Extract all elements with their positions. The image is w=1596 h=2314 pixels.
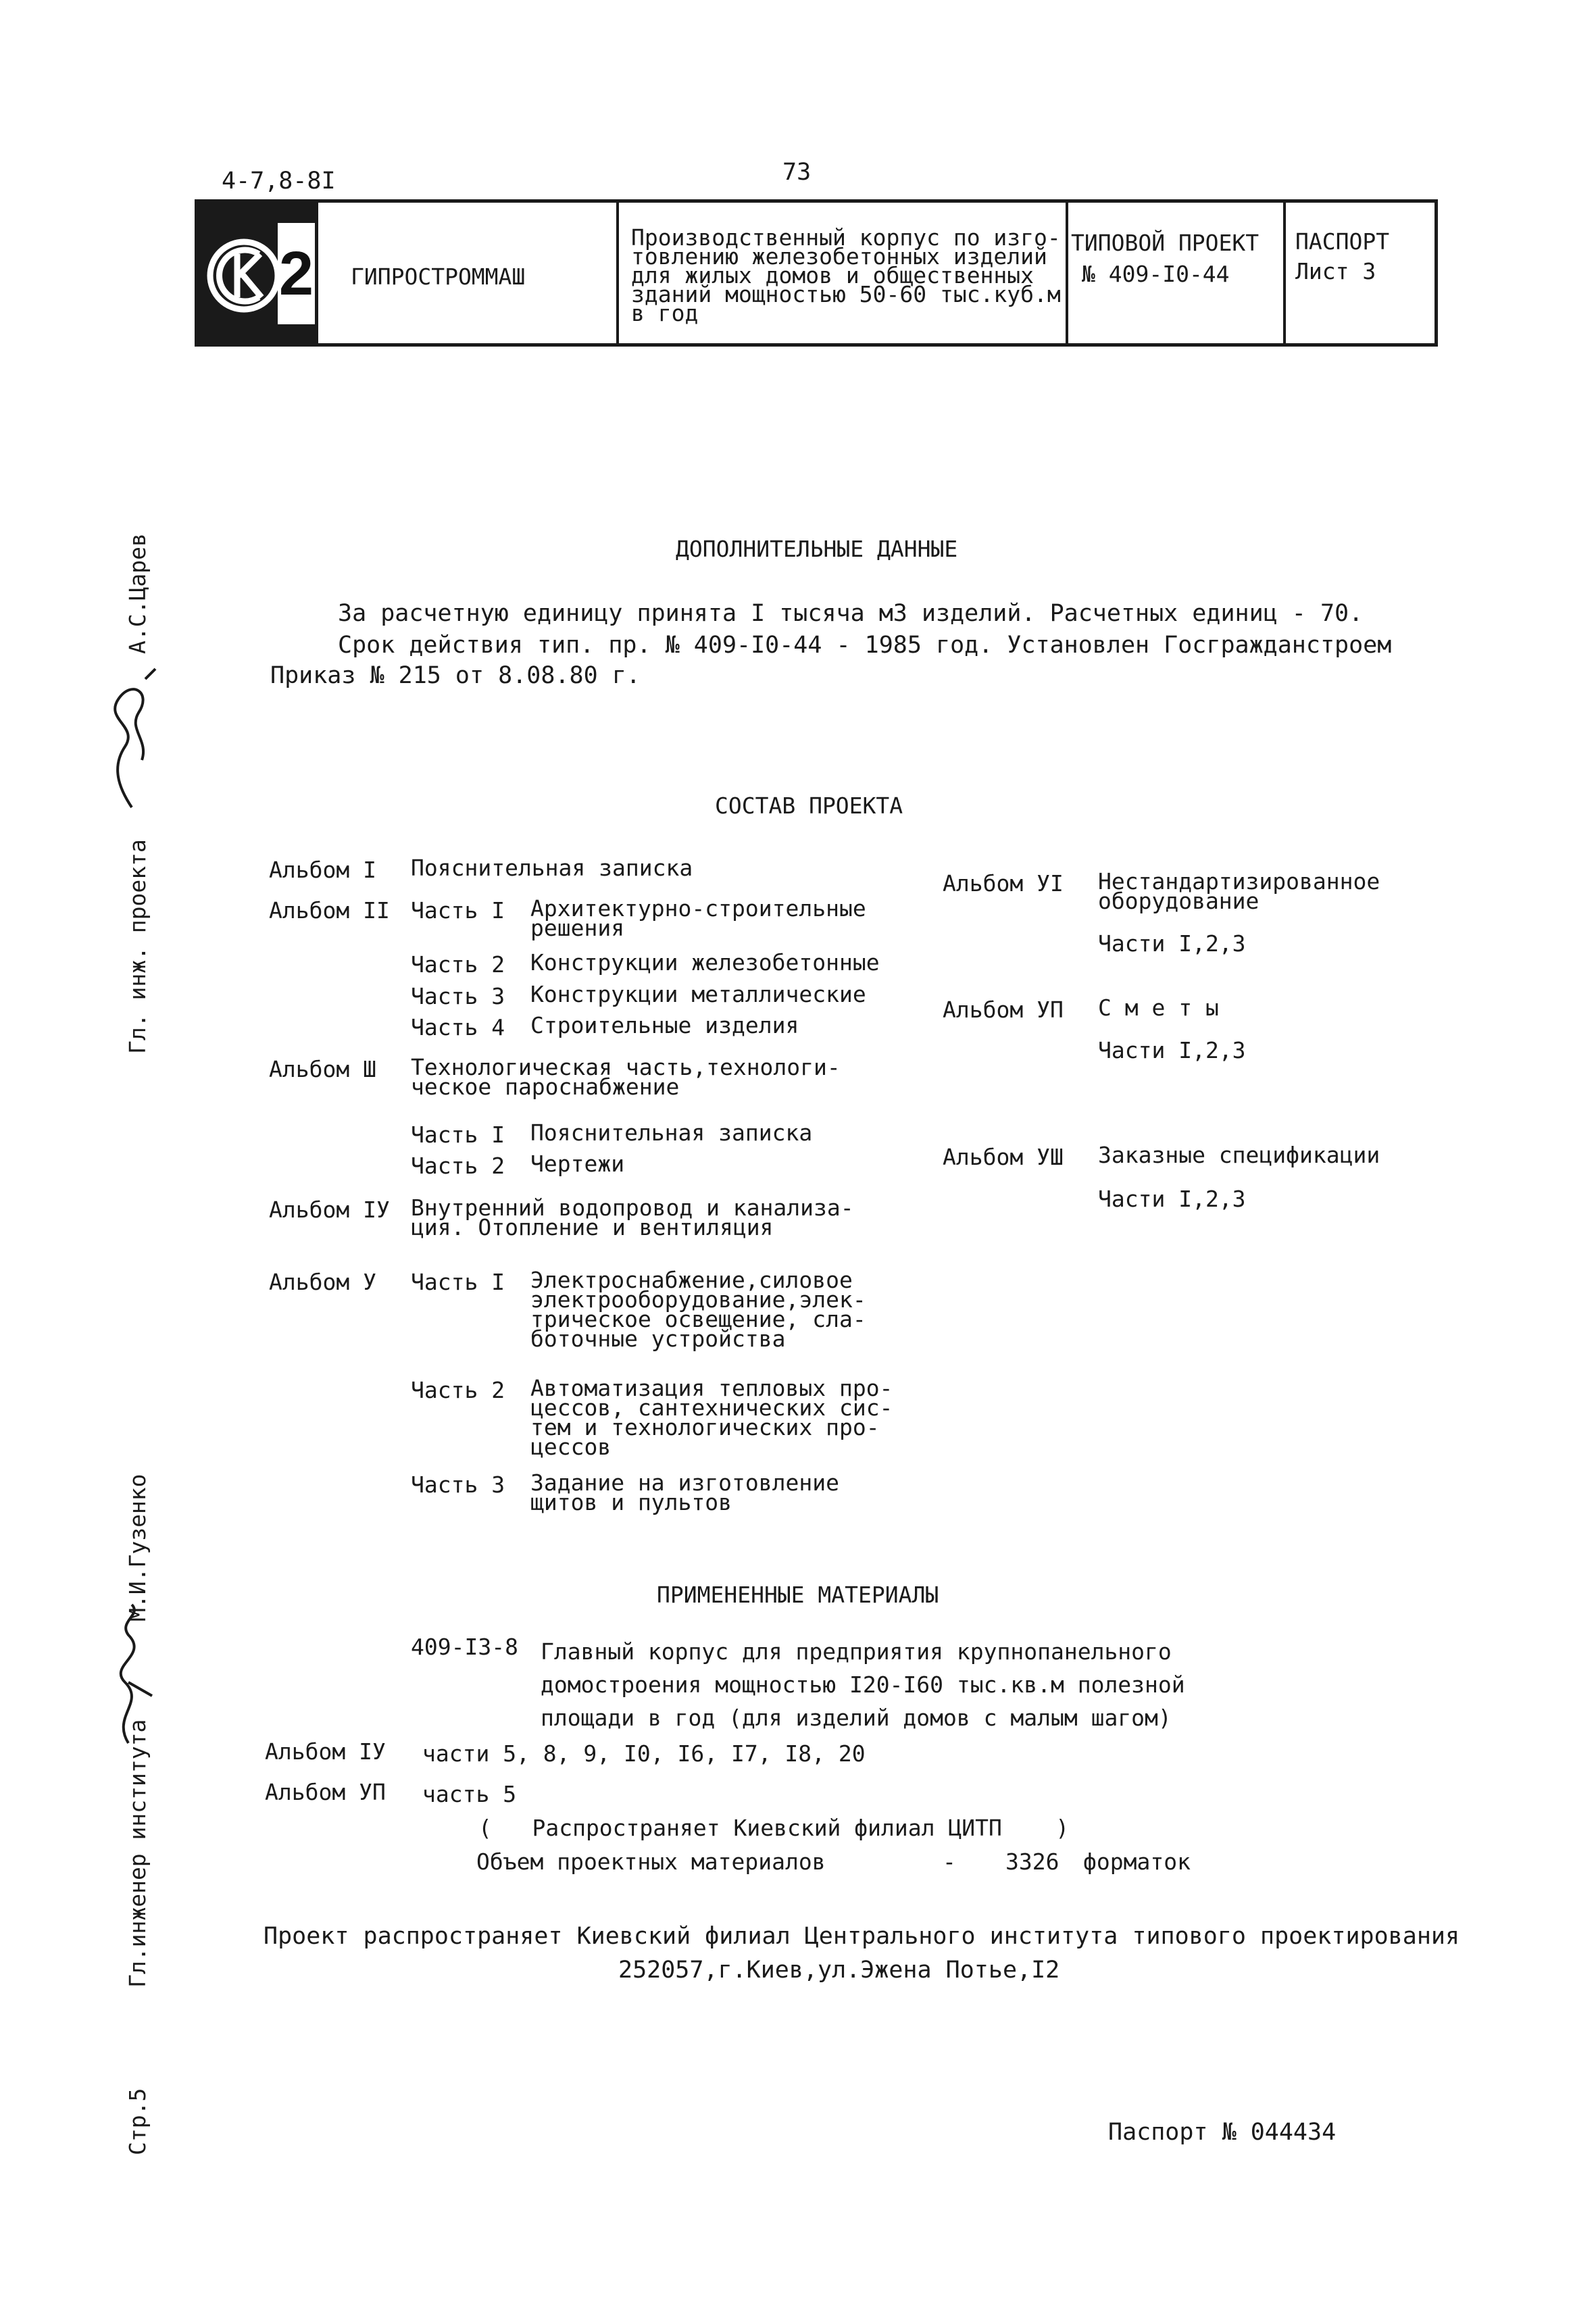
section-title: Технологическая часть,технологи- ческое пароснабжение xyxy=(411,1054,841,1100)
materials-row-parts: часть 5 xyxy=(422,1781,517,1807)
footer-address: 252057,г.Киев,ул.Эжена Потье,I2 xyxy=(618,1957,1060,1984)
passport-label: ПАСПОРТ xyxy=(1295,228,1390,255)
part-label: Часть 2 xyxy=(411,951,505,978)
materials-heading: ПРИМЕНЕННЫЕ МАТЕРИАЛЫ xyxy=(657,1582,939,1608)
additional-line-1: За расчетную единицу принята I тысяча м3 изделий. Расчетных единиц - 70. xyxy=(338,600,1364,627)
album-label: Альбом У xyxy=(269,1269,376,1295)
ck-emblem-icon xyxy=(206,238,282,313)
album-label: Альбом I xyxy=(269,857,376,883)
footer-distributor: Проект распространяет Киевский филиал Центрального института типового проектирования xyxy=(264,1923,1460,1950)
part-label: Часть I xyxy=(411,1269,505,1295)
margin-author-bottom: М.И.Гузенко xyxy=(124,1474,151,1621)
section-title: Части I,2,3 xyxy=(1098,930,1246,957)
project-title-line: для жилых домов и общественных xyxy=(631,262,1034,288)
materials-row-parts: части 5, 8, 9, I0, I6, I7, I8, 20 xyxy=(422,1740,866,1767)
section-title: Пояснительная записка xyxy=(530,1120,813,1146)
album-label: Альбом Ш xyxy=(269,1056,376,1082)
project-title-line: товлению железобетонных изделий xyxy=(631,243,1047,270)
section-title: Пояснительная записка xyxy=(411,855,693,881)
materials-row-album: Альбом УП xyxy=(265,1779,386,1805)
title-block xyxy=(195,199,1438,347)
album-label: Альбом II xyxy=(269,897,390,924)
passport-number: Паспорт № 044434 xyxy=(1108,2119,1337,2146)
section-title: Автоматизация тепловых про- цессов, сантехнических сис- тем и технологических про- цессов xyxy=(530,1375,893,1460)
organization-name: ГИПРОСТРОММАШ xyxy=(351,263,526,290)
section-title: Задание на изготовление щитов и пультов xyxy=(530,1469,839,1515)
materials-description: Главный корпус для предприятия крупнопанельного домостроения мощностью I20-I60 тыс.кв.м полезной площади в год (для изделий домов с малым шагом) xyxy=(541,1638,1185,1731)
section-title: Чертежи xyxy=(530,1151,625,1177)
logo-number: 2 xyxy=(278,223,315,324)
section-title: С м е т ы xyxy=(1098,995,1219,1021)
logo-cell xyxy=(198,203,316,343)
doc-code: 4-7,8-8I xyxy=(222,168,336,195)
section-title: Нестандартизированное оборудование xyxy=(1098,868,1380,914)
organization-cell xyxy=(316,203,619,343)
part-label: Часть 2 xyxy=(411,1377,505,1403)
section-title: Электроснабжение,силовое электрооборудование,элек- трическое освещение, сла- боточные устройства xyxy=(530,1267,866,1352)
part-label: Часть 4 xyxy=(411,1014,505,1040)
volume-label: Объем проектных материалов xyxy=(476,1848,826,1875)
part-label: Часть 2 xyxy=(411,1153,505,1179)
additional-line-3: Приказ № 215 от 8.08.80 г. xyxy=(270,662,641,689)
album-label: Альбом IУ xyxy=(269,1197,390,1223)
section-title: Строительные изделия xyxy=(530,1012,799,1038)
section-title: Конструкции металлические xyxy=(530,981,866,1007)
project-label: ТИПОВОЙ ПРОЕКТ xyxy=(1071,230,1260,256)
signature-bottom xyxy=(91,1601,166,1750)
sheet-label: Лист 3 xyxy=(1295,258,1376,284)
materials-code: 409-I3-8 xyxy=(411,1634,518,1660)
margin-role-bottom: Гл.инженер института xyxy=(124,1719,151,1988)
part-label: Часть 3 xyxy=(411,983,505,1009)
section-title: Части I,2,3 xyxy=(1098,1186,1246,1212)
section-title: Заказные спецификации xyxy=(1098,1142,1380,1168)
project-number: № 409-I0-44 xyxy=(1082,261,1230,287)
additional-line-2: Срок действия тип. пр. № 409-I0-44 - 1985 год. Установлен Госгражданстроем xyxy=(338,632,1392,659)
signature-top xyxy=(91,665,166,821)
margin-page-label: Стр.5 xyxy=(124,2088,151,2155)
distributor-line: ( Распространяет Киевский филиал ЦИТП ) xyxy=(478,1815,1070,1841)
margin-role-top: Гл. инж. проекта xyxy=(124,839,151,1054)
additional-heading: ДОПОЛНИТЕЛЬНЫЕ ДАННЫЕ xyxy=(676,536,958,562)
project-title xyxy=(631,224,1061,326)
volume-unit: форматок xyxy=(1083,1848,1191,1875)
project-title-cell xyxy=(619,203,1068,343)
volume-dash: - xyxy=(943,1848,956,1875)
page-number: 73 xyxy=(782,159,812,186)
section-title: Архитектурно-строительные решения xyxy=(530,895,866,941)
album-label: Альбом УП xyxy=(943,997,1064,1023)
album-label: Альбом УI xyxy=(943,870,1064,897)
part-label: Часть I xyxy=(411,1122,505,1148)
project-title-line: зданий мощностью 50-60 тыс.куб.м xyxy=(631,281,1061,307)
volume-value: 3326 xyxy=(1005,1848,1059,1875)
project-number-cell xyxy=(1068,203,1286,343)
part-label: Часть I xyxy=(411,897,505,924)
album-label: Альбом УШ xyxy=(943,1144,1064,1170)
section-title: Внутренний водопровод и канализа- ция. Отопление и вентиляция xyxy=(411,1194,854,1240)
project-title-line: в год xyxy=(631,300,699,326)
passport-cell xyxy=(1286,203,1438,343)
section-title: Части I,2,3 xyxy=(1098,1037,1246,1063)
section-title: Конструкции железобетонные xyxy=(530,949,880,976)
part-label: Часть 3 xyxy=(411,1472,505,1498)
composition-heading: СОСТАВ ПРОЕКТА xyxy=(715,793,903,819)
margin-author-top: А.С.Царев xyxy=(124,533,151,654)
project-title-line: Производственный корпус по изго- xyxy=(631,224,1061,251)
materials-row-album: Альбом IУ xyxy=(265,1738,386,1765)
